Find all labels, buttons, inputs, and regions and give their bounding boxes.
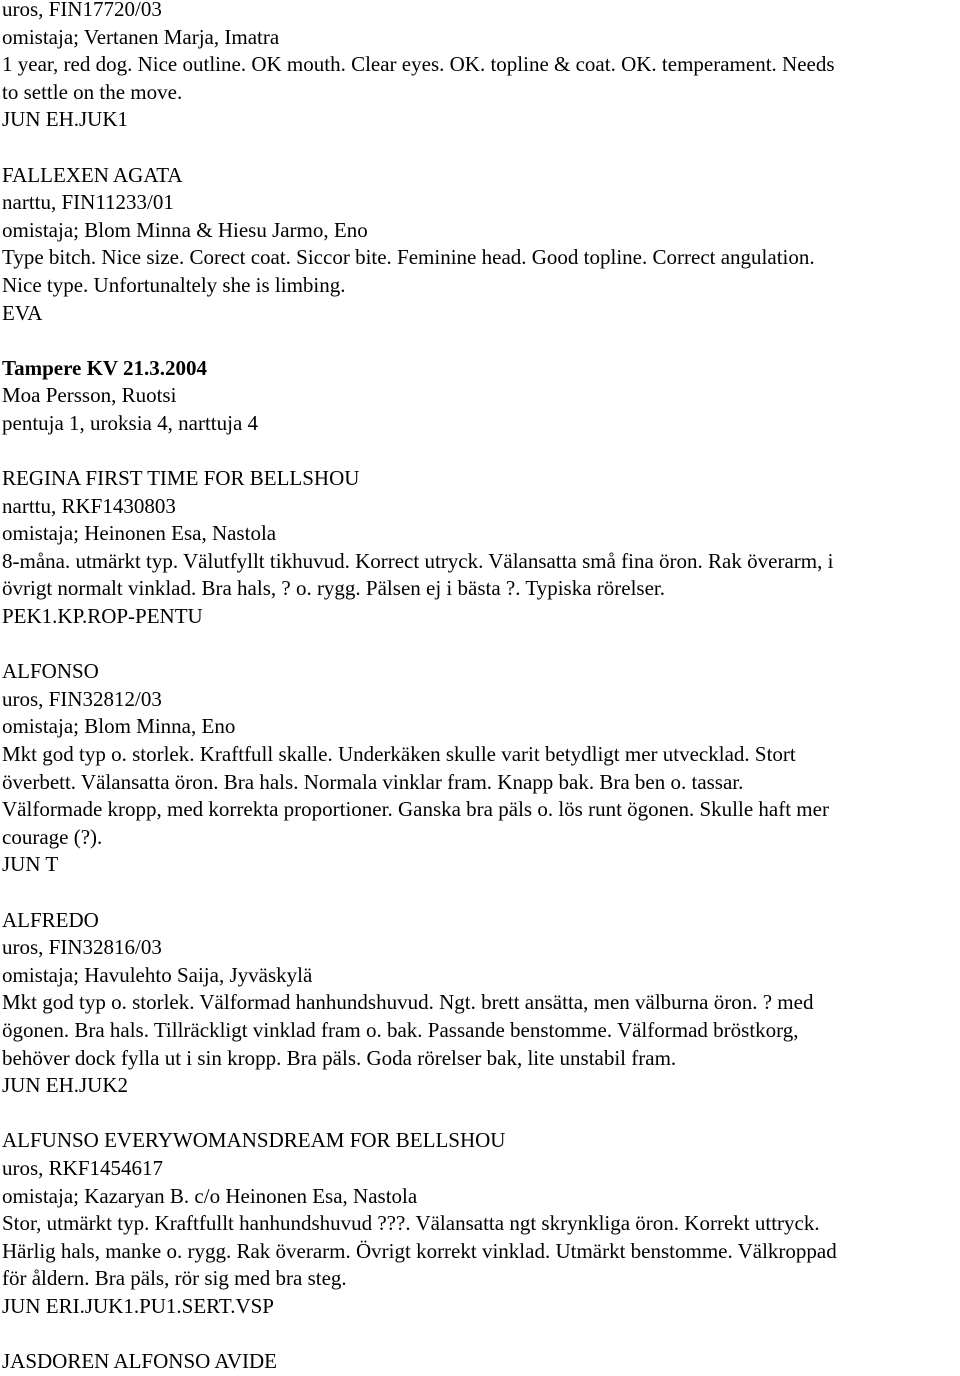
spacer	[2, 879, 960, 907]
dog-critique: Härlig hals, manke o. rygg. Rak överarm. Övrigt korrekt vinklad. Utmärkt benstomme. Välkroppad	[2, 1238, 837, 1263]
dog-owner: omistaja; Heinonen Esa, Nastola	[2, 521, 277, 546]
dog-critique: 1 year, red dog. Nice outline. OK mouth. Clear eyes. OK. topline & coat. OK. temperament. Needs	[2, 52, 835, 77]
entry-previous	[2, 0, 960, 134]
dog-name: ALFONSO	[2, 659, 99, 684]
dog-critique: Nice type. Unfortunaltely she is limbing.	[2, 272, 346, 297]
dog-name: ALFUNSO EVERYWOMANSDREAM FOR BELLSHOU	[2, 1128, 506, 1153]
spacer	[2, 134, 960, 162]
dog-name: REGINA FIRST TIME FOR BELLSHOU	[2, 466, 360, 491]
dog-critique: Type bitch. Nice size. Corect coat. Siccor bite. Feminine head. Good topline. Correct angulation.	[2, 245, 815, 270]
spacer	[2, 1100, 960, 1128]
dog-critique: behöver dock fylla ut i sin kropp. Bra päls. Goda rörelser bak, lite unstabil fram.	[2, 1045, 677, 1070]
dog-critique: Mkt god typ o. storlek. Kraftfull skalle. Underkäken skulle varit betydligt mer utvecklad. Stort	[2, 742, 796, 767]
dog-critique: to settle on the move.	[2, 79, 183, 104]
entry-regina	[2, 465, 960, 631]
dog-critique: övrigt normalt vinklad. Bra hals, ? o. rygg. Pälsen ej i bästa ?. Typiska rörelser.	[2, 576, 665, 601]
dog-critique: Välformade kropp, med korrekta proportioner. Ganska bra päls o. lös runt ögonen. Skulle haft mer	[2, 797, 829, 822]
spacer	[2, 327, 960, 355]
entry-jasdoren	[2, 1348, 960, 1376]
dog-registration: uros, RKF1454617	[2, 1155, 164, 1180]
dog-result: JUN EH.JUK1	[2, 107, 128, 132]
spacer	[2, 1321, 960, 1349]
show-judge: Moa Persson, Ruotsi	[2, 383, 177, 408]
entry-alfonso	[2, 658, 960, 879]
dog-name: JASDOREN ALFONSO AVIDE	[2, 1349, 277, 1374]
dog-result: PEK1.KP.ROP-PENTU	[2, 604, 203, 629]
entry-fallexen-agata	[2, 162, 960, 328]
entry-alfunso	[2, 1127, 960, 1320]
dog-result: JUN EH.JUK2	[2, 1073, 128, 1098]
spacer	[2, 631, 960, 659]
show-header	[2, 355, 960, 438]
dog-critique: ögonen. Bra hals. Tillräckligt vinklad fram o. bak. Passande benstomme. Välformad bröstkorg,	[2, 1017, 799, 1042]
entry-alfredo	[2, 907, 960, 1100]
dog-name: ALFREDO	[2, 907, 99, 932]
show-title: Tampere KV 21.3.2004	[2, 355, 207, 380]
dog-name: FALLEXEN AGATA	[2, 162, 183, 187]
dog-registration: uros, FIN17720/03	[2, 0, 162, 21]
dog-registration: narttu, RKF1430803	[2, 493, 176, 518]
dog-critique: Stor, utmärkt typ. Kraftfullt hanhundshuvud ???. Välansatta ngt skrynkliga öron. Korrekt uttryck.	[2, 1211, 820, 1236]
dog-owner: omistaja; Vertanen Marja, Imatra	[2, 24, 280, 49]
dog-owner: omistaja; Kazaryan B. c/o Heinonen Esa, Nastola	[2, 1183, 418, 1208]
show-entry-counts: pentuja 1, uroksia 4, narttuja 4	[2, 410, 259, 435]
dog-result: EVA	[2, 300, 43, 325]
dog-registration: narttu, FIN11233/01	[2, 190, 174, 215]
dog-registration: uros, FIN32816/03	[2, 935, 162, 960]
dog-registration: uros, FIN32812/03	[2, 686, 162, 711]
dog-owner: omistaja; Blom Minna & Hiesu Jarmo, Eno	[2, 217, 368, 242]
spacer	[2, 438, 960, 466]
dog-result: JUN ERI.JUK1.PU1.SERT.VSP	[2, 1293, 274, 1318]
dog-critique: överbett. Välansatta öron. Bra hals. Normala vinklar fram. Knapp bak. Bra ben o. tassar.	[2, 769, 744, 794]
dog-critique: courage (?).	[2, 824, 103, 849]
dog-result: JUN T	[2, 852, 59, 877]
dog-owner: omistaja; Havulehto Saija, Jyväskylä	[2, 962, 313, 987]
dog-critique: Mkt god typ o. storlek. Välformad hanhundshuvud. Ngt. brett ansätta, men välburna öron. ? med	[2, 990, 814, 1015]
dog-critique: för åldern. Bra päls, rör sig med bra steg.	[2, 1266, 347, 1291]
dog-critique: 8-måna. utmärkt typ. Välutfyllt tikhuvud. Korrect utryck. Välansatta små fina öron. Rak överarm, i	[2, 548, 834, 573]
dog-owner: omistaja; Blom Minna, Eno	[2, 714, 236, 739]
